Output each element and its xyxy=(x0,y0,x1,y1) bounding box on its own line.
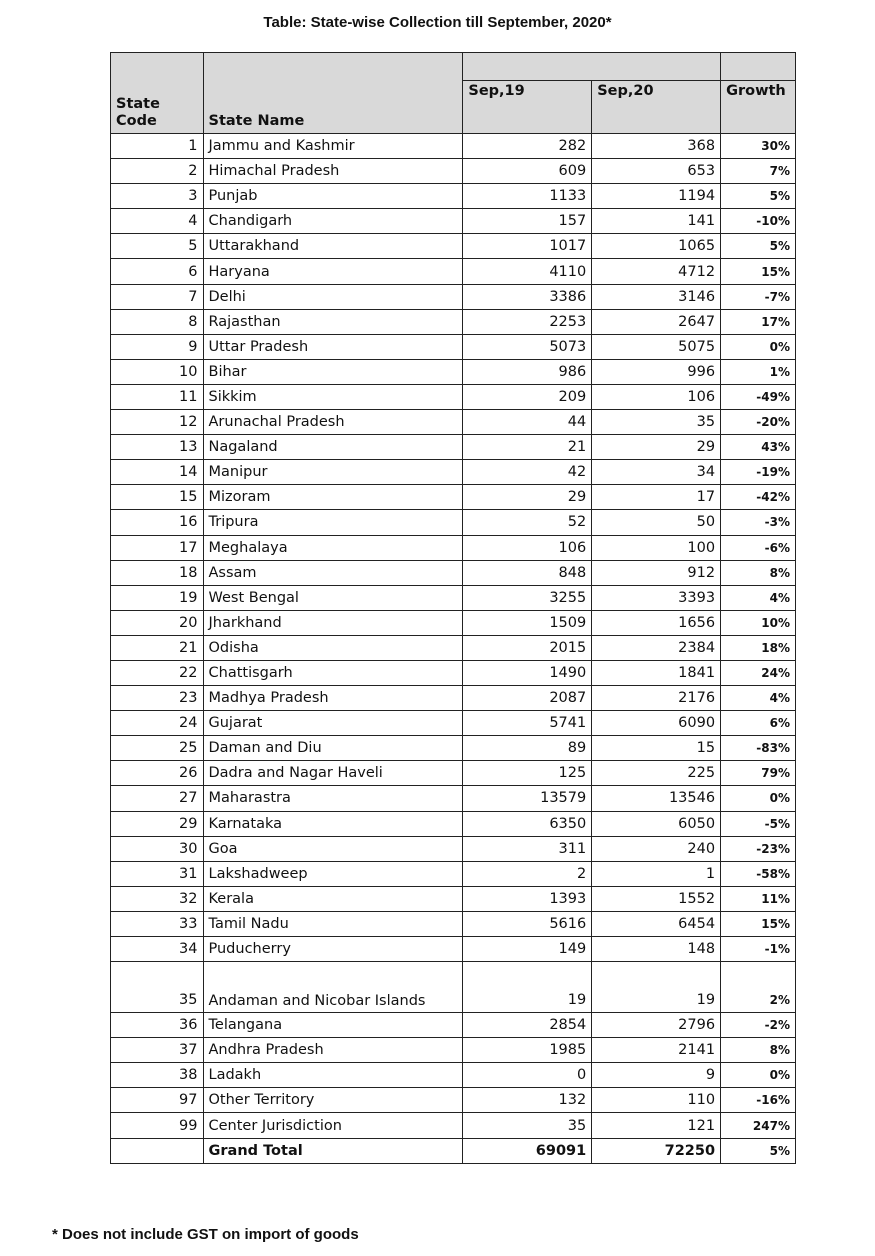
sep19-cell: 132 xyxy=(463,1088,592,1113)
state-name-cell: Sikkim xyxy=(203,384,463,409)
sep20-cell: 6454 xyxy=(592,911,721,936)
growth-cell: -23% xyxy=(721,836,796,861)
header-sep19: Sep,19 xyxy=(463,81,592,134)
state-code-cell: 97 xyxy=(111,1088,204,1113)
sep20-cell: 6090 xyxy=(592,711,721,736)
table-row xyxy=(111,460,796,485)
growth-cell: 79% xyxy=(721,761,796,786)
state-name-cell: Goa xyxy=(203,836,463,861)
sep19-cell: 848 xyxy=(463,560,592,585)
state-code-cell: 38 xyxy=(111,1063,204,1088)
header-state-code: State Code xyxy=(111,53,204,134)
state-code-cell: 29 xyxy=(111,811,204,836)
state-code-cell: 19 xyxy=(111,585,204,610)
sep19-cell: 5073 xyxy=(463,334,592,359)
state-code-cell: 35 xyxy=(111,962,204,1013)
table-row xyxy=(111,1013,796,1038)
table-row xyxy=(111,1088,796,1113)
growth-cell: -20% xyxy=(721,410,796,435)
table-row xyxy=(111,410,796,435)
table-row xyxy=(111,535,796,560)
sep19-cell: 1017 xyxy=(463,234,592,259)
sep19-cell: 1393 xyxy=(463,886,592,911)
sep19-cell: 13579 xyxy=(463,786,592,811)
growth-cell: 8% xyxy=(721,560,796,585)
sep20-cell: 13546 xyxy=(592,786,721,811)
state-name-cell: Tamil Nadu xyxy=(203,911,463,936)
table-row xyxy=(111,309,796,334)
table-row xyxy=(111,686,796,711)
table-row xyxy=(111,209,796,234)
state-name-cell: Daman and Diu xyxy=(203,736,463,761)
state-code-cell: 30 xyxy=(111,836,204,861)
sep19-cell: 1133 xyxy=(463,184,592,209)
sep20-cell: 50 xyxy=(592,510,721,535)
state-code-cell: 99 xyxy=(111,1113,204,1138)
table-row xyxy=(111,711,796,736)
state-name-cell: West Bengal xyxy=(203,585,463,610)
growth-cell: 5% xyxy=(721,184,796,209)
state-code-cell: 23 xyxy=(111,686,204,711)
sep19-cell: 106 xyxy=(463,535,592,560)
sep19-cell: 125 xyxy=(463,761,592,786)
state-code-cell: 18 xyxy=(111,560,204,585)
state-name-cell: Uttar Pradesh xyxy=(203,334,463,359)
state-name-cell: Telangana xyxy=(203,1013,463,1038)
state-name-cell: Haryana xyxy=(203,259,463,284)
sep20-cell: 996 xyxy=(592,359,721,384)
state-code-cell: 24 xyxy=(111,711,204,736)
table-row xyxy=(111,635,796,660)
sep19-cell: 5741 xyxy=(463,711,592,736)
growth-cell: 8% xyxy=(721,1038,796,1063)
table-row xyxy=(111,610,796,635)
growth-cell: -42% xyxy=(721,485,796,510)
sep19-cell: 52 xyxy=(463,510,592,535)
growth-cell: -7% xyxy=(721,284,796,309)
sep19-cell: 1490 xyxy=(463,660,592,685)
growth-cell: -10% xyxy=(721,209,796,234)
state-name-cell: Himachal Pradesh xyxy=(203,159,463,184)
sep20-cell: 35 xyxy=(592,410,721,435)
growth-cell: -2% xyxy=(721,1013,796,1038)
sep19-cell: 5616 xyxy=(463,911,592,936)
growth-cell: 15% xyxy=(721,911,796,936)
state-code-cell: 13 xyxy=(111,435,204,460)
sep20-cell: 2647 xyxy=(592,309,721,334)
state-name-cell: Puducherry xyxy=(203,937,463,962)
sep19-cell: 2087 xyxy=(463,686,592,711)
growth-cell: 43% xyxy=(721,435,796,460)
table-row xyxy=(111,334,796,359)
table-row xyxy=(111,359,796,384)
state-name-cell: Other Territory xyxy=(203,1088,463,1113)
growth-cell: 0% xyxy=(721,334,796,359)
growth-cell: 1% xyxy=(721,359,796,384)
state-code-cell: 11 xyxy=(111,384,204,409)
table-row xyxy=(111,1038,796,1063)
state-code-cell: 8 xyxy=(111,309,204,334)
growth-cell: 15% xyxy=(721,259,796,284)
sep20-cell: 29 xyxy=(592,435,721,460)
state-name-cell: Dadra and Nagar Haveli xyxy=(203,761,463,786)
table-row xyxy=(111,761,796,786)
state-name-cell: Manipur xyxy=(203,460,463,485)
sep20-cell: 141 xyxy=(592,209,721,234)
state-name-cell: Delhi xyxy=(203,284,463,309)
sep19-cell: 35 xyxy=(463,1113,592,1138)
footnote: * Does not include GST on import of goods xyxy=(52,1226,359,1243)
growth-cell: 0% xyxy=(721,1063,796,1088)
sep20-cell: 6050 xyxy=(592,811,721,836)
growth-cell: 6% xyxy=(721,711,796,736)
total-sep20-cell: 72250 xyxy=(592,1138,721,1163)
sep19-cell: 282 xyxy=(463,134,592,159)
table-row xyxy=(111,836,796,861)
sep20-cell: 2176 xyxy=(592,686,721,711)
state-code-cell: 7 xyxy=(111,284,204,309)
state-name-cell: Meghalaya xyxy=(203,535,463,560)
table-row xyxy=(111,560,796,585)
table-row xyxy=(111,510,796,535)
sep19-cell: 2015 xyxy=(463,635,592,660)
sep20-cell: 110 xyxy=(592,1088,721,1113)
state-name-cell: Lakshadweep xyxy=(203,861,463,886)
table-row xyxy=(111,485,796,510)
state-code-cell: 20 xyxy=(111,610,204,635)
growth-cell: -5% xyxy=(721,811,796,836)
state-name-cell: Madhya Pradesh xyxy=(203,686,463,711)
sep19-cell: 2854 xyxy=(463,1013,592,1038)
sep20-cell: 4712 xyxy=(592,259,721,284)
collection-table xyxy=(110,52,796,1164)
growth-cell: -58% xyxy=(721,861,796,886)
state-code-cell: 26 xyxy=(111,761,204,786)
state-code-cell: 12 xyxy=(111,410,204,435)
sep20-cell: 2796 xyxy=(592,1013,721,1038)
sep19-cell: 4110 xyxy=(463,259,592,284)
sep20-cell: 17 xyxy=(592,485,721,510)
state-code-cell: 4 xyxy=(111,209,204,234)
sep20-cell: 240 xyxy=(592,836,721,861)
state-code-cell: 22 xyxy=(111,660,204,685)
table-row xyxy=(111,384,796,409)
sep20-cell: 1 xyxy=(592,861,721,886)
sep19-cell: 2 xyxy=(463,861,592,886)
state-code-cell: 17 xyxy=(111,535,204,560)
growth-cell: 17% xyxy=(721,309,796,334)
sep20-cell: 1656 xyxy=(592,610,721,635)
header-sep20: Sep,20 xyxy=(592,81,721,134)
sep20-cell: 1841 xyxy=(592,660,721,685)
growth-cell: 7% xyxy=(721,159,796,184)
state-code-cell: 32 xyxy=(111,886,204,911)
sep20-cell: 368 xyxy=(592,134,721,159)
state-code-cell: 9 xyxy=(111,334,204,359)
state-code-cell: 14 xyxy=(111,460,204,485)
table-body xyxy=(111,134,796,1164)
sep19-cell: 1509 xyxy=(463,610,592,635)
sep19-cell: 44 xyxy=(463,410,592,435)
header-growth: Growth xyxy=(721,81,796,134)
table-row xyxy=(111,234,796,259)
header-period-group xyxy=(463,53,721,81)
state-code-cell: 1 xyxy=(111,134,204,159)
sep20-cell: 3146 xyxy=(592,284,721,309)
state-code-cell: 21 xyxy=(111,635,204,660)
state-name-cell: Bihar xyxy=(203,359,463,384)
state-name-cell: Odisha xyxy=(203,635,463,660)
state-code-cell: 31 xyxy=(111,861,204,886)
table-row xyxy=(111,1063,796,1088)
sep20-cell: 5075 xyxy=(592,334,721,359)
state-name-cell: Center Jurisdiction xyxy=(203,1113,463,1138)
growth-cell: -3% xyxy=(721,510,796,535)
table-row xyxy=(111,811,796,836)
table-row xyxy=(111,660,796,685)
total-code-cell xyxy=(111,1138,204,1163)
sep19-cell: 3386 xyxy=(463,284,592,309)
sep19-cell: 1985 xyxy=(463,1038,592,1063)
state-name-cell: Uttarakhand xyxy=(203,234,463,259)
state-code-cell: 37 xyxy=(111,1038,204,1063)
growth-cell: 24% xyxy=(721,660,796,685)
sep20-cell: 148 xyxy=(592,937,721,962)
sep19-cell: 0 xyxy=(463,1063,592,1088)
state-name-cell: Tripura xyxy=(203,510,463,535)
table-title: Table: State-wise Collection till September, 2020* xyxy=(263,14,612,31)
state-name-cell: Mizoram xyxy=(203,485,463,510)
sep20-cell: 2141 xyxy=(592,1038,721,1063)
sep20-cell: 15 xyxy=(592,736,721,761)
sep19-cell: 149 xyxy=(463,937,592,962)
header-state-name: State Name xyxy=(203,53,463,134)
table-row xyxy=(111,937,796,962)
growth-cell: 4% xyxy=(721,585,796,610)
header-growth-top xyxy=(721,53,796,81)
sep19-cell: 157 xyxy=(463,209,592,234)
state-name-cell: Kerala xyxy=(203,886,463,911)
sep20-cell: 34 xyxy=(592,460,721,485)
state-name-cell: Chandigarh xyxy=(203,209,463,234)
state-code-cell: 25 xyxy=(111,736,204,761)
table-row xyxy=(111,1113,796,1138)
table-row xyxy=(111,886,796,911)
growth-cell: -6% xyxy=(721,535,796,560)
state-name-cell: Ladakh xyxy=(203,1063,463,1088)
state-code-cell: 36 xyxy=(111,1013,204,1038)
table-row xyxy=(111,962,796,1013)
sep20-cell: 912 xyxy=(592,560,721,585)
table-row xyxy=(111,184,796,209)
sep20-cell: 1194 xyxy=(592,184,721,209)
state-code-cell: 34 xyxy=(111,937,204,962)
grand-total-row xyxy=(111,1138,796,1163)
growth-cell: -49% xyxy=(721,384,796,409)
state-code-cell: 5 xyxy=(111,234,204,259)
growth-cell: 0% xyxy=(721,786,796,811)
growth-cell: -1% xyxy=(721,937,796,962)
total-label-cell: Grand Total xyxy=(203,1138,463,1163)
total-sep19-cell: 69091 xyxy=(463,1138,592,1163)
growth-cell: -83% xyxy=(721,736,796,761)
sep20-cell: 9 xyxy=(592,1063,721,1088)
sep19-cell: 21 xyxy=(463,435,592,460)
growth-cell: 2% xyxy=(721,962,796,1013)
growth-cell: 4% xyxy=(721,686,796,711)
state-name-cell: Punjab xyxy=(203,184,463,209)
growth-cell: 30% xyxy=(721,134,796,159)
sep20-cell: 1552 xyxy=(592,886,721,911)
sep20-cell: 2384 xyxy=(592,635,721,660)
growth-cell: -19% xyxy=(721,460,796,485)
table-row xyxy=(111,585,796,610)
state-code-cell: 2 xyxy=(111,159,204,184)
sep20-cell: 106 xyxy=(592,384,721,409)
growth-cell: 18% xyxy=(721,635,796,660)
state-code-cell: 10 xyxy=(111,359,204,384)
sep19-cell: 19 xyxy=(463,962,592,1013)
table-row xyxy=(111,134,796,159)
growth-cell: 11% xyxy=(721,886,796,911)
state-name-cell: Rajasthan xyxy=(203,309,463,334)
table-row xyxy=(111,259,796,284)
growth-cell: 5% xyxy=(721,234,796,259)
sep19-cell: 42 xyxy=(463,460,592,485)
state-name-cell: Chattisgarh xyxy=(203,660,463,685)
table-row xyxy=(111,284,796,309)
sep20-cell: 225 xyxy=(592,761,721,786)
state-code-cell: 16 xyxy=(111,510,204,535)
sep19-cell: 3255 xyxy=(463,585,592,610)
total-growth-cell: 5% xyxy=(721,1138,796,1163)
sep19-cell: 29 xyxy=(463,485,592,510)
growth-cell: 10% xyxy=(721,610,796,635)
sep20-cell: 653 xyxy=(592,159,721,184)
state-name-cell: Gujarat xyxy=(203,711,463,736)
state-name-cell: Andaman and Nicobar Islands xyxy=(203,962,463,1013)
state-name-cell: Nagaland xyxy=(203,435,463,460)
sep19-cell: 609 xyxy=(463,159,592,184)
table-row xyxy=(111,736,796,761)
state-name-cell: Arunachal Pradesh xyxy=(203,410,463,435)
state-name-cell: Karnataka xyxy=(203,811,463,836)
growth-cell: 247% xyxy=(721,1113,796,1138)
state-name-cell: Jammu and Kashmir xyxy=(203,134,463,159)
sep20-cell: 19 xyxy=(592,962,721,1013)
state-code-cell: 6 xyxy=(111,259,204,284)
sep19-cell: 6350 xyxy=(463,811,592,836)
state-code-cell: 27 xyxy=(111,786,204,811)
state-code-cell: 33 xyxy=(111,911,204,936)
state-code-cell: 3 xyxy=(111,184,204,209)
growth-cell: -16% xyxy=(721,1088,796,1113)
table-row xyxy=(111,159,796,184)
sep19-cell: 89 xyxy=(463,736,592,761)
sep19-cell: 311 xyxy=(463,836,592,861)
table-row xyxy=(111,786,796,811)
sep20-cell: 100 xyxy=(592,535,721,560)
state-code-cell: 15 xyxy=(111,485,204,510)
sep20-cell: 3393 xyxy=(592,585,721,610)
table-row xyxy=(111,435,796,460)
state-name-cell: Andhra Pradesh xyxy=(203,1038,463,1063)
state-name-cell: Assam xyxy=(203,560,463,585)
sep20-cell: 121 xyxy=(592,1113,721,1138)
sep19-cell: 986 xyxy=(463,359,592,384)
table-row xyxy=(111,861,796,886)
sep19-cell: 2253 xyxy=(463,309,592,334)
state-name-cell: Jharkhand xyxy=(203,610,463,635)
state-name-cell: Maharastra xyxy=(203,786,463,811)
sep20-cell: 1065 xyxy=(592,234,721,259)
table-row xyxy=(111,911,796,936)
sep19-cell: 209 xyxy=(463,384,592,409)
